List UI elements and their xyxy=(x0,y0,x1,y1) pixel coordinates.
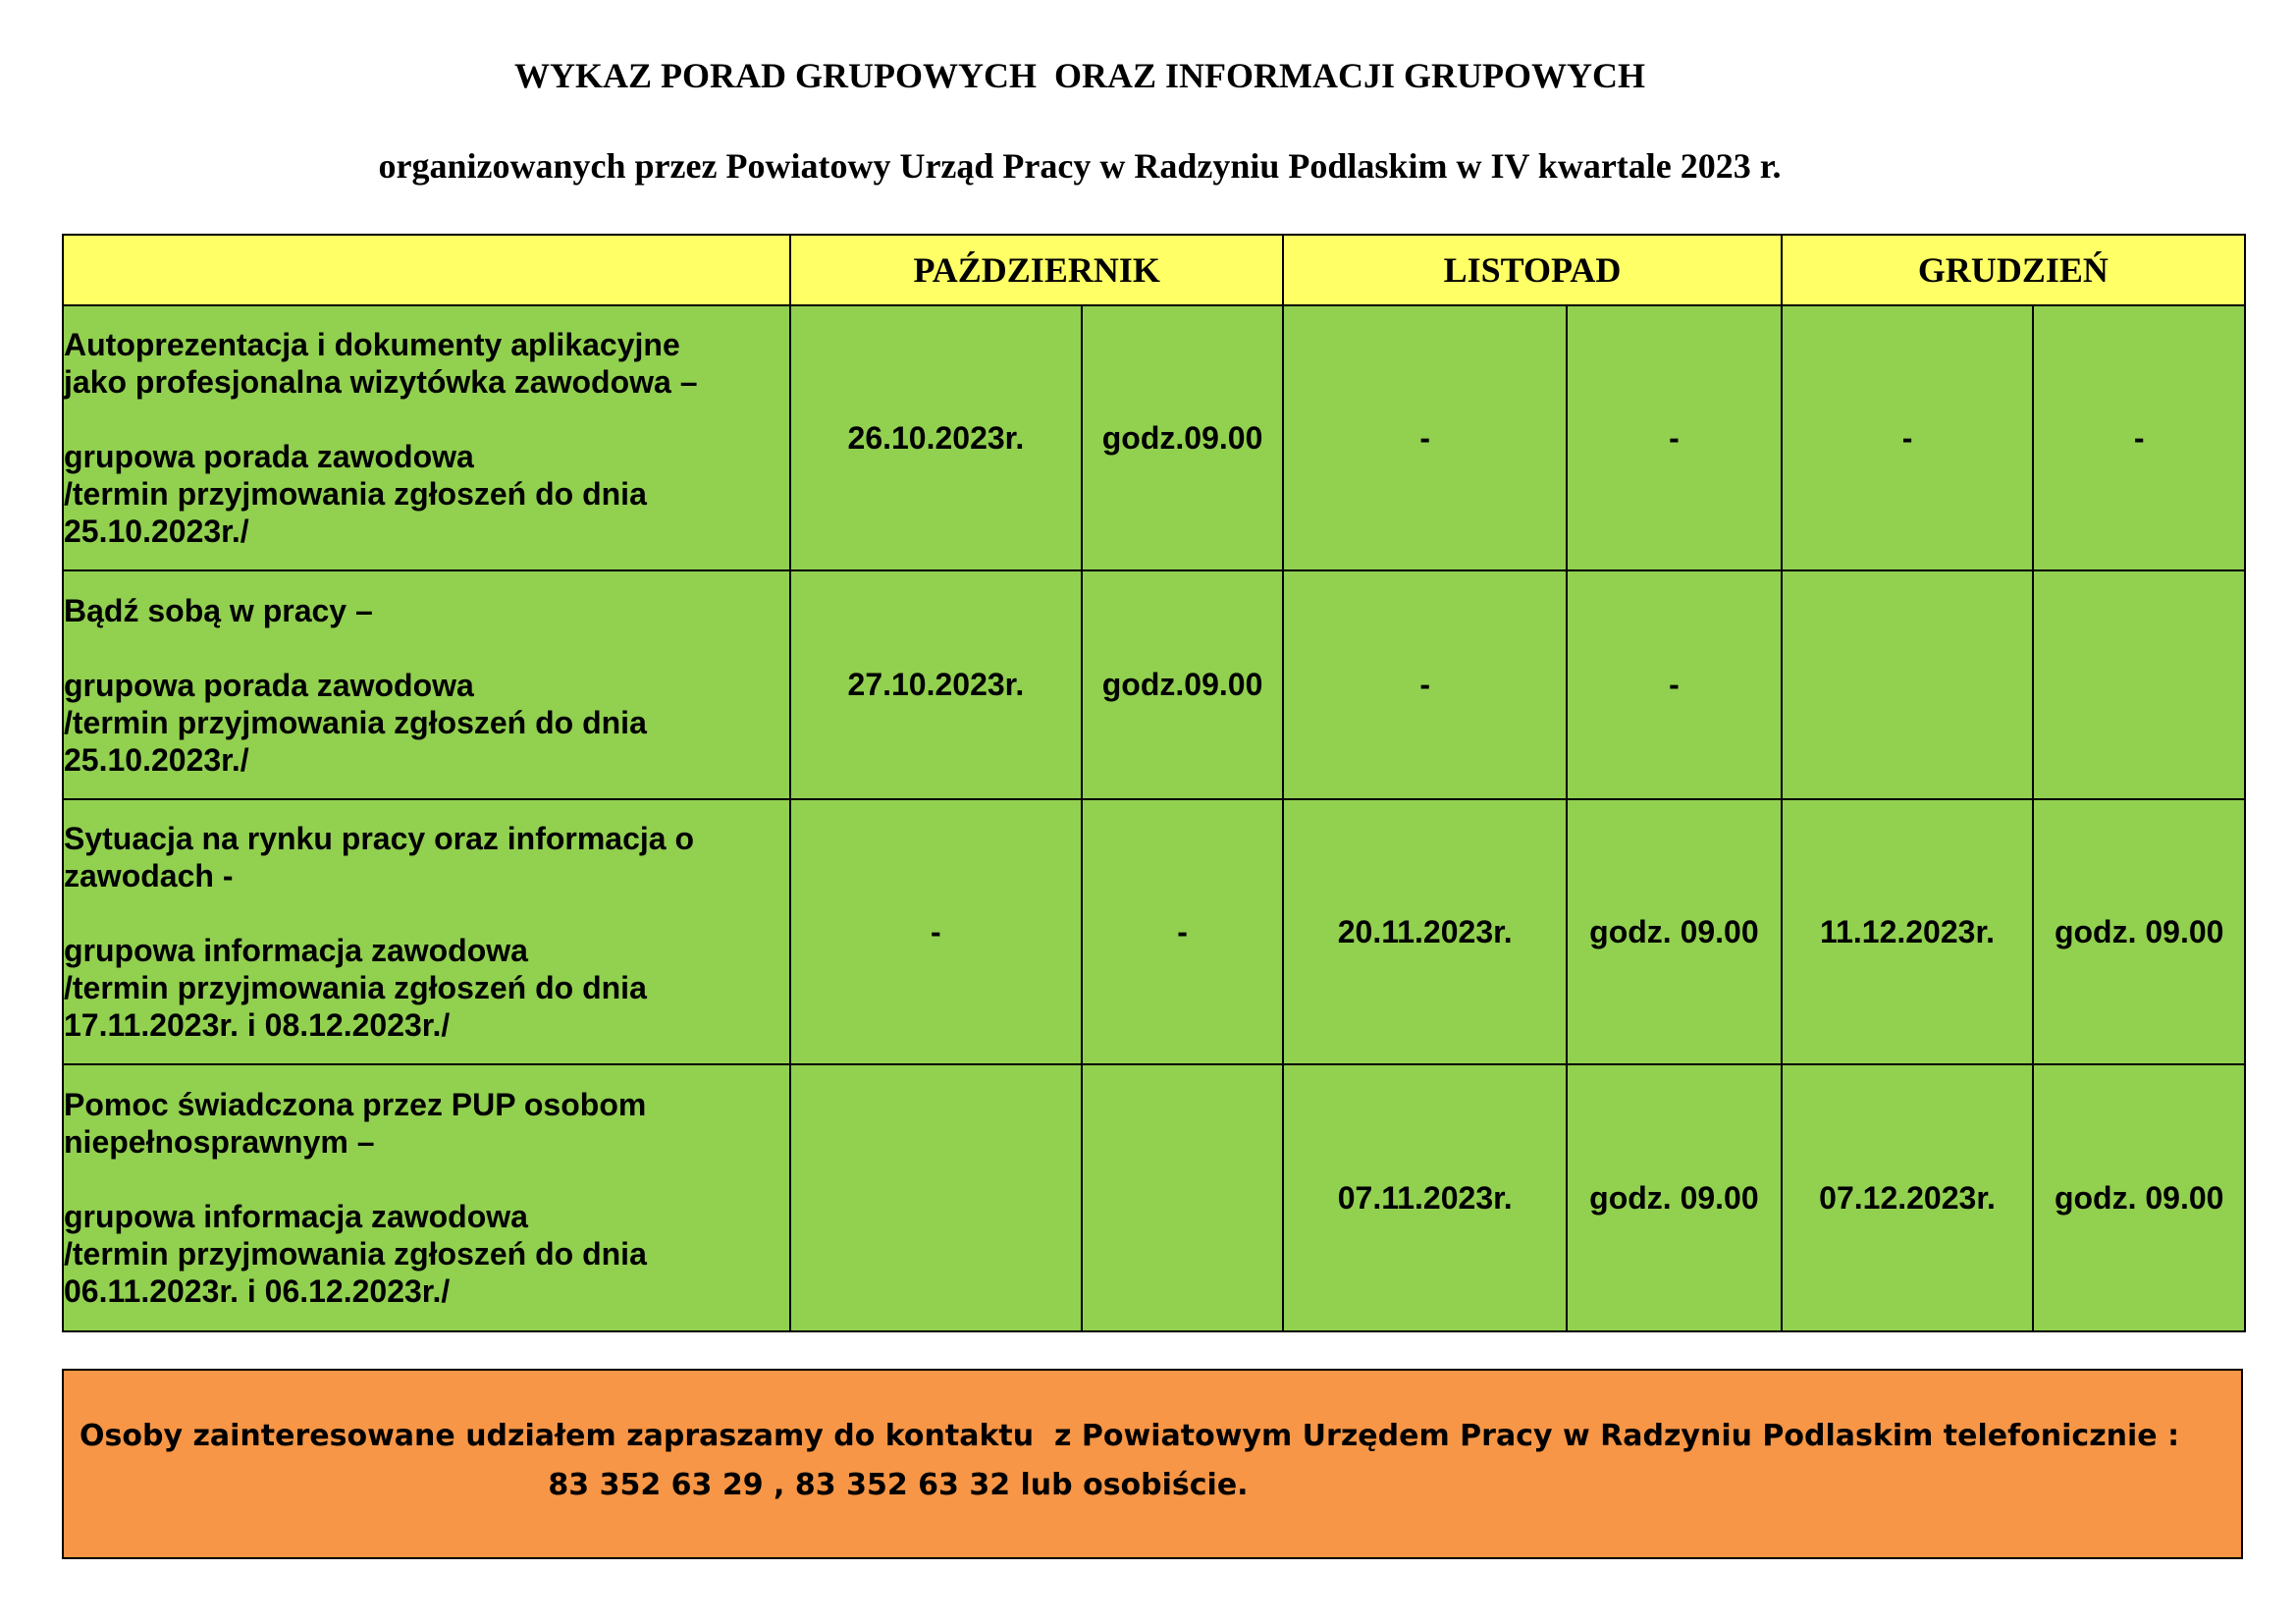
description-line: grupowa porada zawodowa xyxy=(64,439,474,474)
row-description xyxy=(63,570,790,799)
october-time-cell: - xyxy=(1082,799,1284,1064)
document-title: WYKAZ PORAD GRUPOWYCH ORAZ INFORMACJI GRUPOWYCH xyxy=(514,56,1645,95)
november-time-cell: - xyxy=(1567,570,1782,799)
december-time-cell xyxy=(2033,570,2245,799)
description-line: Autoprezentacja i dokumenty aplikacyjne xyxy=(64,327,680,362)
month-header-december: GRUDZIEŃ xyxy=(1782,235,2245,305)
description-line: Pomoc świadczona przez PUP osobom xyxy=(64,1087,647,1122)
december-date-cell: 07.12.2023r. xyxy=(1782,1064,2034,1331)
december-time-cell: godz. 09.00 xyxy=(2033,1064,2245,1331)
december-date-cell: 11.12.2023r. xyxy=(1782,799,2034,1064)
october-date-cell xyxy=(790,1064,1082,1331)
november-date-cell: 20.11.2023r. xyxy=(1283,799,1567,1064)
document-subtitle: organizowanych przez Powiatowy Urząd Pracy w Radzyniu Podlaskim w IV kwartale 2023 r. xyxy=(378,146,1782,186)
description-line: /termin przyjmowania zgłoszeń do dnia xyxy=(64,704,647,740)
description-line: grupowa porada zawodowa xyxy=(64,667,474,703)
october-date-cell: 27.10.2023r. xyxy=(790,570,1082,799)
description-line: jako profesjonalna wizytówka zawodowa – xyxy=(64,364,698,400)
contact-info-box xyxy=(62,1369,2243,1559)
december-time-cell: - xyxy=(2033,305,2245,570)
schedule-table xyxy=(62,234,2246,1332)
month-header-november: LISTOPAD xyxy=(1283,235,1781,305)
table-header-row xyxy=(63,235,2245,305)
row-description xyxy=(63,305,790,570)
description-line: Bądź sobą w pracy – xyxy=(64,592,373,628)
description-line: /termin przyjmowania zgłoszeń do dnia xyxy=(64,476,647,512)
december-time-cell: godz. 09.00 xyxy=(2033,799,2245,1064)
november-date-cell: - xyxy=(1283,570,1567,799)
table-row xyxy=(63,570,2245,799)
contact-info-text: Osoby zainteresowane udziałem zapraszamy do kontaktu z Powiatowym Urzędem Pracy w Radzyniu Podlaskim telefonicznie : xyxy=(80,1419,2180,1453)
november-date-cell: 07.11.2023r. xyxy=(1283,1064,1567,1331)
november-time-cell: godz. 09.00 xyxy=(1567,799,1782,1064)
month-header-october: PAŹDZIERNIK xyxy=(790,235,1283,305)
december-date-cell xyxy=(1782,570,2034,799)
description-line: zawodach - xyxy=(64,858,234,893)
november-time-cell: - xyxy=(1567,305,1782,570)
description-line: grupowa informacja zawodowa xyxy=(64,933,528,968)
october-date-cell: - xyxy=(790,799,1082,1064)
october-time-cell: godz.09.00 xyxy=(1082,305,1284,570)
november-date-cell: - xyxy=(1283,305,1567,570)
row-description xyxy=(63,799,790,1064)
december-date-cell: - xyxy=(1782,305,2034,570)
table-row xyxy=(63,799,2245,1064)
header-empty-cell xyxy=(63,235,790,305)
description-line: 25.10.2023r./ xyxy=(64,741,249,778)
table-row xyxy=(63,1064,2245,1331)
table-row xyxy=(63,305,2245,570)
contact-phone-numbers: 83 352 63 29 , 83 352 63 32 lub osobiście. xyxy=(548,1468,1249,1502)
description-line: 25.10.2023r./ xyxy=(64,514,249,549)
october-time-cell: godz.09.00 xyxy=(1082,570,1284,799)
november-time-cell: godz. 09.00 xyxy=(1567,1064,1782,1331)
description-line: 17.11.2023r. i 08.12.2023r./ xyxy=(64,1007,451,1043)
description-line: grupowa informacja zawodowa xyxy=(64,1199,528,1234)
october-time-cell xyxy=(1082,1064,1284,1331)
october-date-cell: 26.10.2023r. xyxy=(790,305,1082,570)
description-line: Sytuacja na rynku pracy oraz informacja o xyxy=(64,821,695,856)
row-description xyxy=(63,1064,790,1331)
description-line: niepełnosprawnym – xyxy=(64,1124,375,1160)
description-line: /termin przyjmowania zgłoszeń do dnia xyxy=(64,1236,647,1272)
description-line: 06.11.2023r. i 06.12.2023r./ xyxy=(64,1273,451,1309)
description-line: /termin przyjmowania zgłoszeń do dnia xyxy=(64,970,647,1005)
